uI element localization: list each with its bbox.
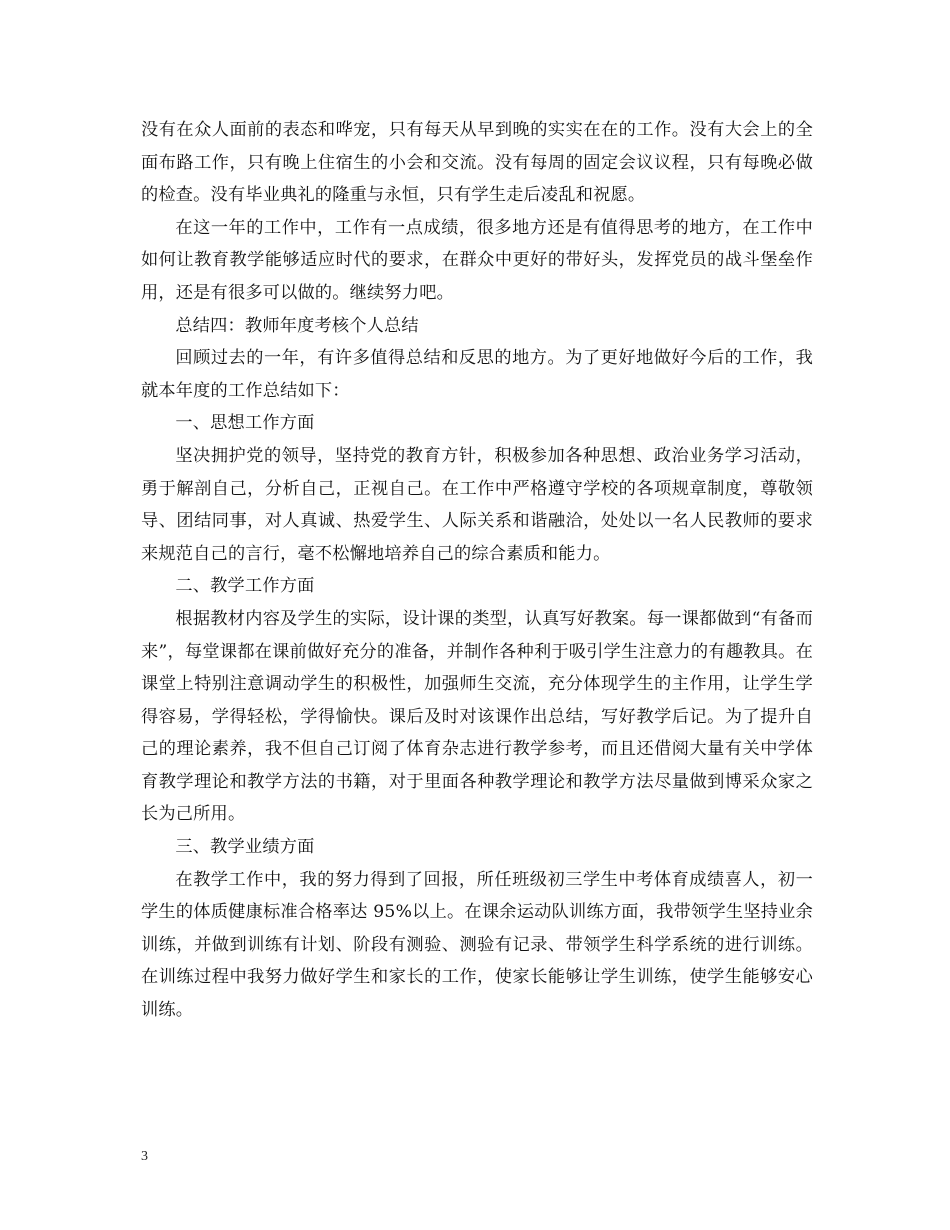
paragraph-review-past-year: 回顾过去的一年，有许多值得总结和反思的地方。为了更好地做好今后的工作，我就本年度的工作总结如下： [141, 348, 813, 401]
page-number: 3 [141, 1149, 148, 1164]
paragraph-ideology: 坚决拥护党的领导，坚持党的教育方针，积极参加各种思想、政治业务学习活动，勇于解剖自己，分析自己，正视自己。在工作中严格遵守学校的各项规章制度，尊敬领导、团结同事，对人真诚、热爱学生、人际关系和谐融洽，处处以一名人民教师的要求来规范自己的言行，毫不松懈地培养自己的综合素质和能力。 [141, 445, 813, 564]
paragraph-teaching: 根据教材内容及学生的实际，设计课的类型，认真写好教案。每一课都做到“有备而来”，每堂课都在课前做好充分的准备，并制作各种利于吸引学生注意力的有趣教具。在课堂上特别注意调动学生的积极性，加强师生交流，充分体现学生的主作用，让学生学得容易，学得轻松，学得愉快。课后及时对该课作出总结，写好教学后记。为了提升自己的理论素养，我不但自己订阅了体育杂志进行教学参考，而且还借阅大量有关中学体育教学理论和教学方法的书籍，对于里面各种教学理论和教学方法尽量做到博采众家之长为己所用。 [141, 608, 813, 825]
paragraph-intro-continued: 没有在众人面前的表态和哗宠，只有每天从早到晚的实实在在的工作。没有大会上的全面布路工作，只有晚上住宿生的小会和交流。没有每周的固定会议议程，只有每晚必做的检查。没有毕业典礼的隆重与永恒，只有学生走后凌乱和祝愿。 [141, 120, 813, 206]
section-heading-teaching: 二、教学工作方面 [175, 576, 315, 597]
paragraph-achievements: 在教学工作中，我的努力得到了回报，所任班级初三学生中考体育成绩喜人，初一学生的体质健康标准合格率达 95%以上。在课余运动队训练方面，我带领学生坚持业余训练，并做到训练有计划、阶段有测验、测验有记录、带领学生科学系统的进行训练。在训练过程中我努力做好学生和家长的工作，使家长能够让学生训练，使学生能够安心训练。 [141, 869, 813, 1021]
document-body [141, 114, 813, 1027]
section-heading-ideology: 一、思想工作方面 [175, 413, 315, 434]
section-heading-summary-four: 总结四：教师年度考核个人总结 [175, 315, 419, 336]
paragraph-year-reflection: 在这一年的工作中，工作有一点成绩，很多地方还是有值得思考的地方，在工作中如何让教育教学能够适应时代的要求，在群众中更好的带好头，发挥党员的战斗堡垒作用，还是有很多可以做的。继续努力吧。 [141, 217, 813, 303]
section-heading-achievements: 三、教学业绩方面 [175, 837, 315, 858]
